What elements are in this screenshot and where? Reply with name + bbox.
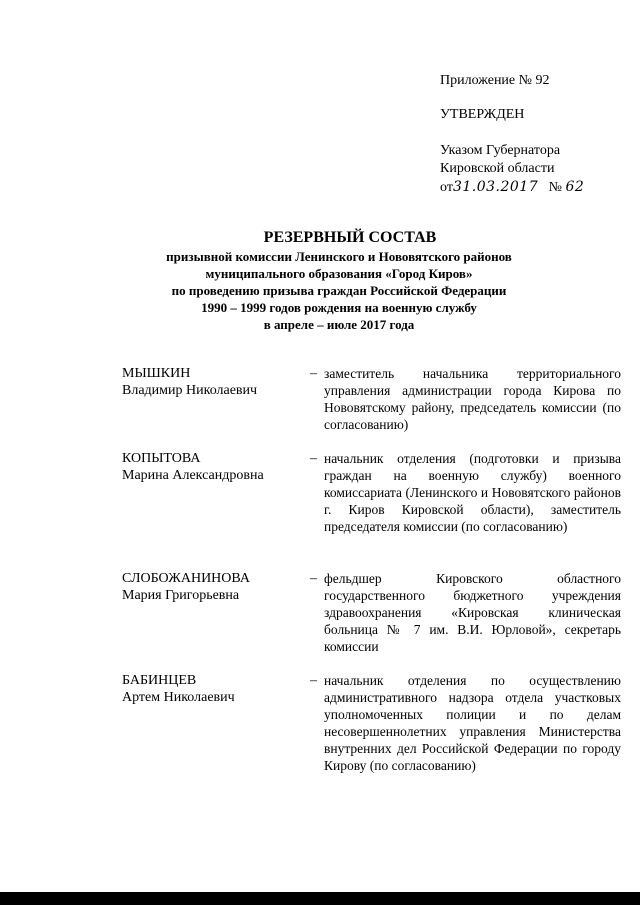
member-given-name: Владимир Николаевич	[122, 383, 258, 398]
decree-line-2: Кировской области	[440, 161, 555, 176]
decree-block	[440, 142, 584, 197]
member-role: начальник отделения (подготовки и призыва граждан на военную службу) военного комиссариата (Ленинского и Нововятского районов г. Киров Кировской области), заместитель председателя комиссии (по согласованию)	[324, 451, 621, 534]
member-name	[122, 570, 302, 604]
title-line-3: по проведению призыва граждан Российской Федерации	[171, 283, 507, 298]
decree-line-1: Указом Губернатора	[440, 143, 561, 158]
title-line-5: в апреле – июле 2017 года	[263, 317, 415, 332]
date-prefix: от	[440, 180, 453, 195]
member-given-name: Артем Николаевич	[122, 690, 235, 705]
member-dash: –	[310, 366, 317, 381]
document-title: РЕЗЕРВНЫЙ СОСТАВ	[263, 229, 437, 246]
member-surname: БАБИНЦЕВ	[122, 673, 197, 688]
member-given-name: Марина Александровна	[122, 468, 264, 483]
member-given-name: Мария Григорьевна	[122, 588, 240, 603]
number-prefix: №	[548, 180, 562, 195]
member-role: фельдшер Кировского областного государственного бюджетного учреждения здравоохранения «Кировская клиническая больница № 7 им. В.И. Юрловой», секретарь комиссии	[324, 571, 621, 654]
title-line-2: муниципального образования «Город Киров»	[205, 266, 473, 281]
member-name	[122, 365, 302, 399]
member-role: заместитель начальника территориального управления администрации города Кирова по Нововятскому району, председатель комиссии (по согласованию)	[324, 366, 621, 432]
member-name	[122, 450, 302, 484]
handwritten-number: 62	[565, 179, 585, 195]
member-surname: СЛОБОЖАНИНОВА	[122, 571, 250, 586]
title-line-4: 1990 – 1999 годов рождения на военную службу	[201, 300, 477, 315]
scan-edge-bar	[0, 892, 640, 905]
member-name	[122, 672, 302, 706]
member-surname: КОПЫТОВА	[122, 451, 201, 466]
handwritten-date: 31.03.2017	[452, 179, 539, 195]
member-dash: –	[310, 451, 317, 466]
decree-date-line	[440, 178, 584, 197]
title-line-1: призывной комиссии Ленинского и Нововятского районов	[166, 249, 512, 264]
approved-label: УТВЕРЖДЕН	[440, 107, 525, 122]
member-surname: МЫШКИН	[122, 366, 191, 381]
appendix-label: Приложение № 92	[440, 73, 550, 88]
member-dash: –	[310, 571, 317, 586]
member-dash: –	[310, 673, 317, 688]
member-role: начальник отделения по осуществлению административного надзора отдела участковых уполномоченных полиции и по делам несовершеннолетних управления Министерства внутренних дел Российской Федерации по городу Кирову (по согласованию)	[324, 673, 621, 773]
document-title-block	[0, 228, 640, 333]
